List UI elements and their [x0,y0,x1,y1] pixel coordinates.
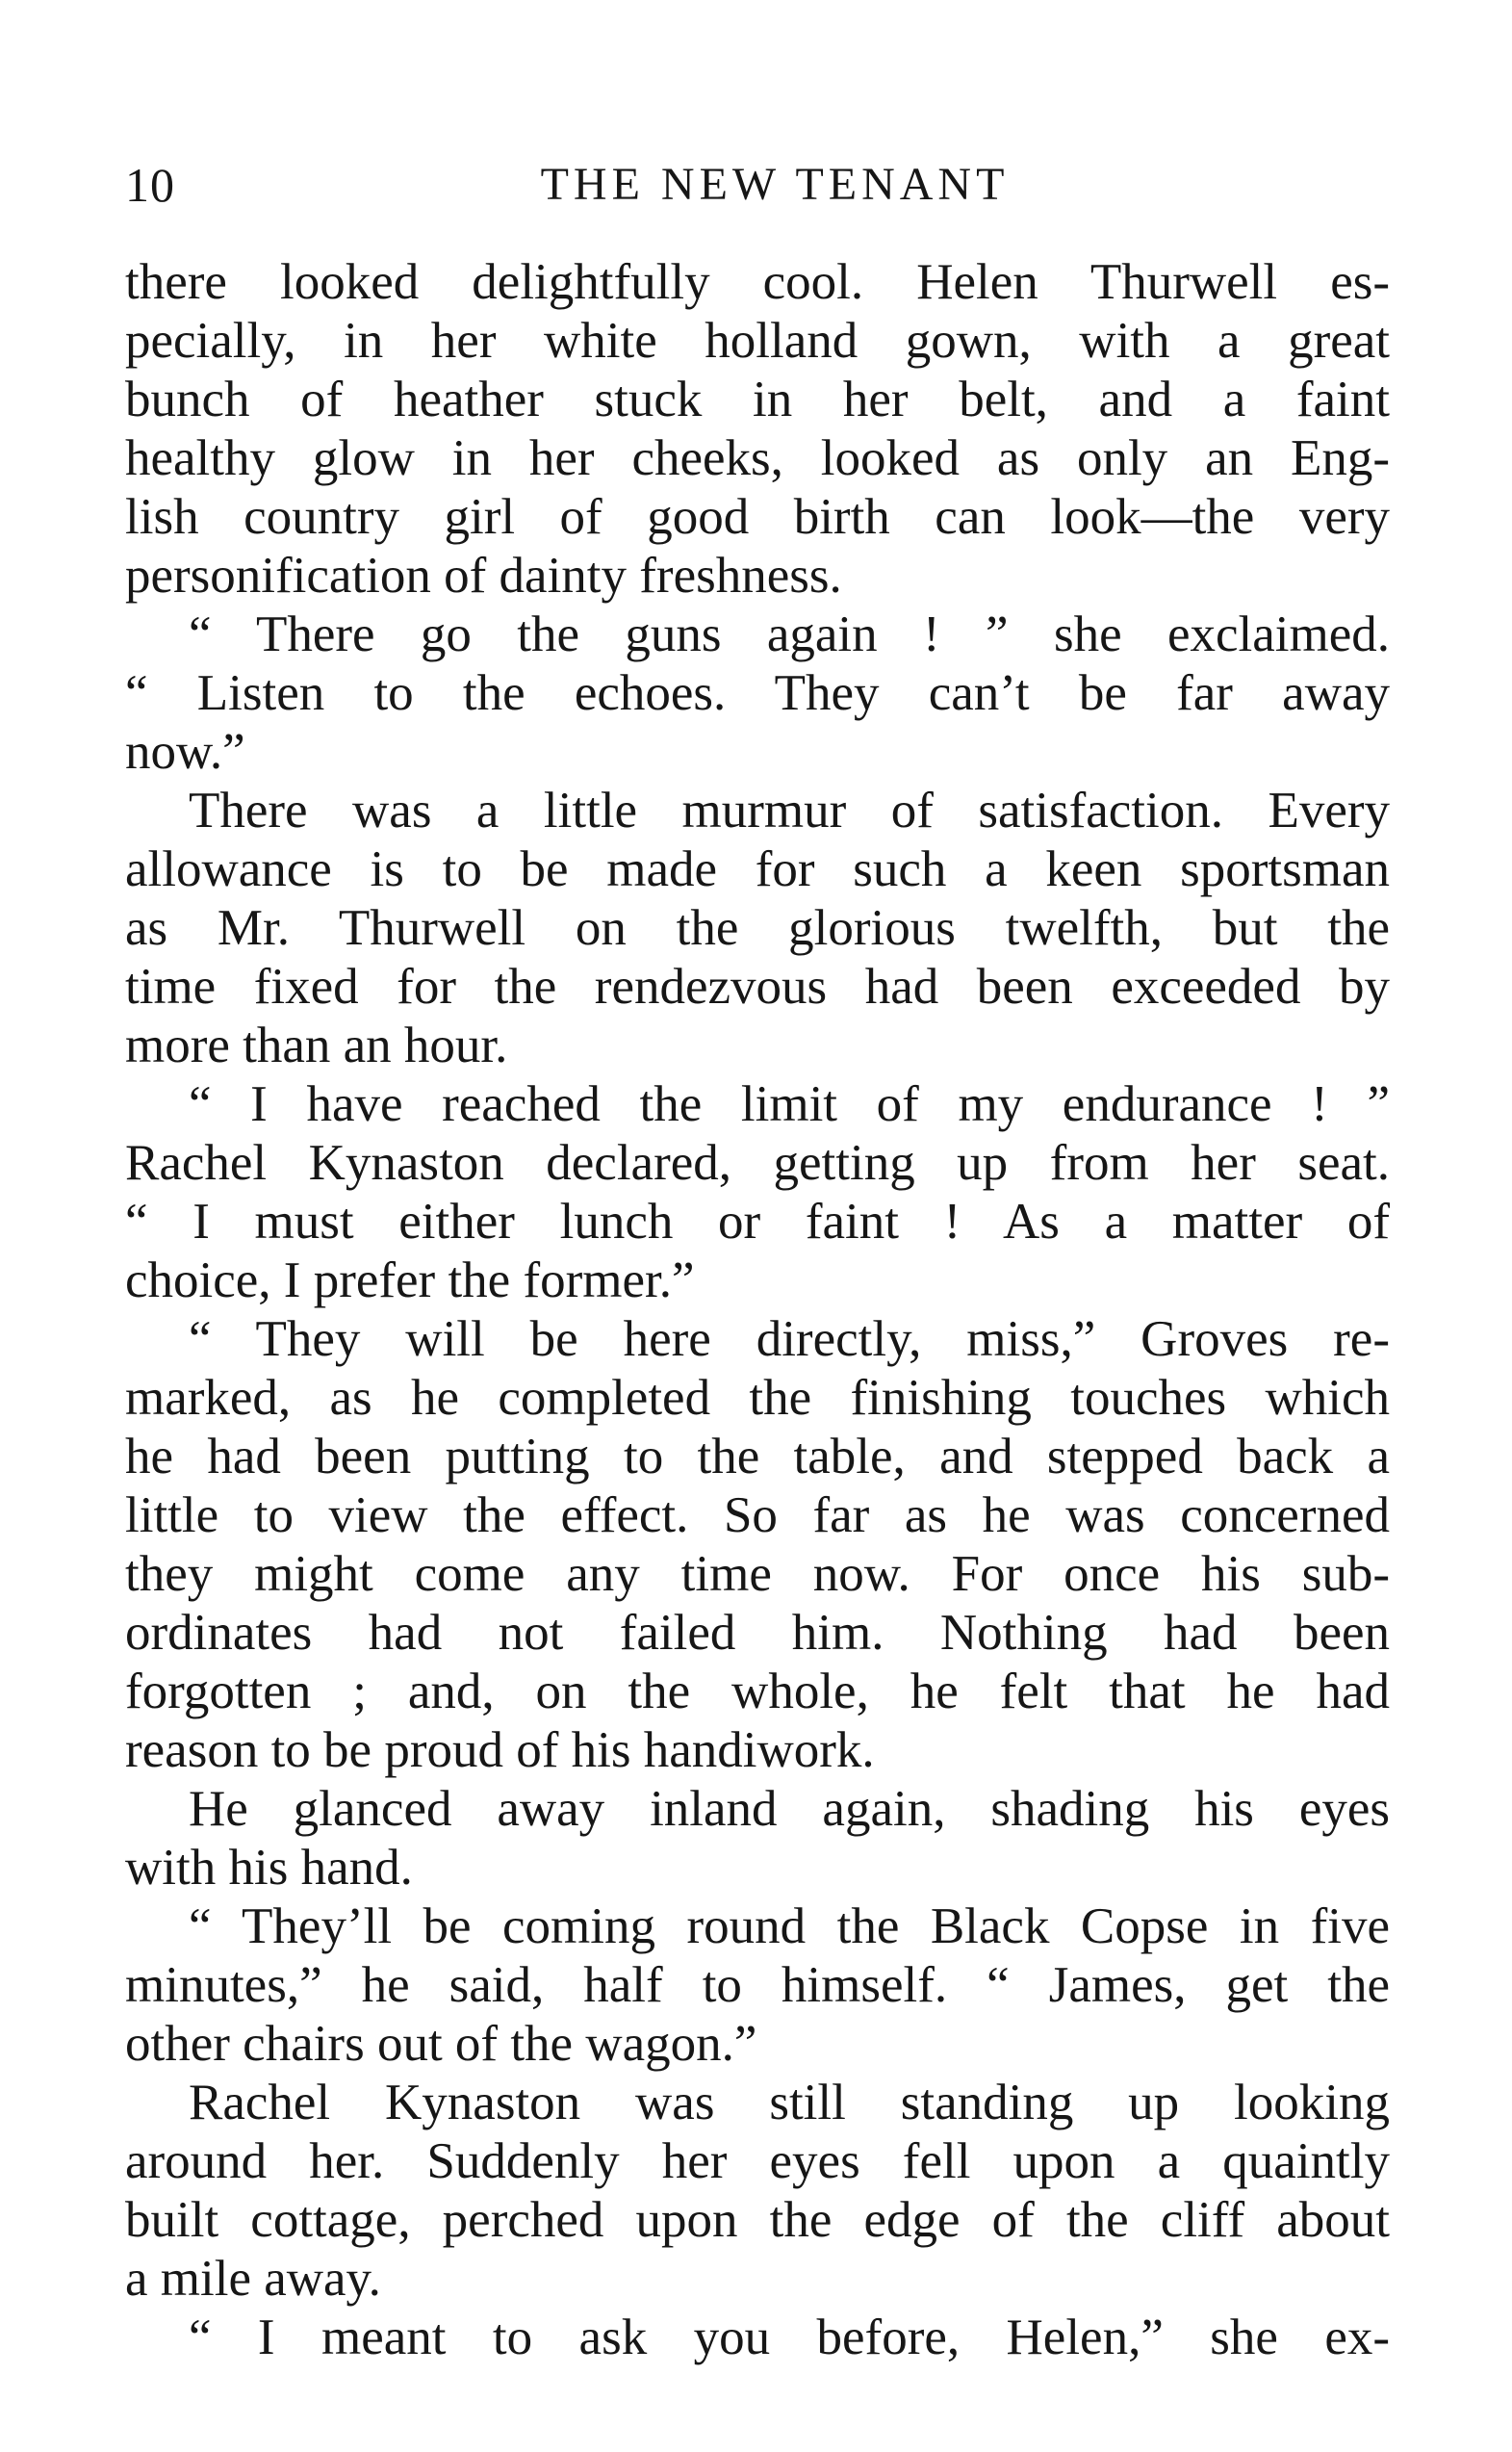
text-line: pecially, in her white holland gown, with a great [125,313,1390,369]
text-line: There was a little murmur of satisfaction. Every [189,783,1390,839]
text-line: marked, as he completed the finishing touches which [125,1370,1390,1426]
text-line: bunch of heather stuck in her belt, and a faint [125,372,1390,427]
text-line: reason to be proud of his handiwork. [125,1722,875,1778]
text-line: “ I meant to ask you before, Helen,” she ex- [189,2310,1390,2365]
text-line: Rachel Kynaston declared, getting up from her seat. [125,1135,1390,1191]
text-line: forgotten ; and, on the whole, he felt that he had [125,1664,1390,1719]
text-line: personification of dainty freshness. [125,548,842,604]
text-line: “ They will be here directly, miss,” Groves re- [189,1311,1390,1367]
text-line: other chairs out of the wagon.” [125,2016,757,2072]
text-line: with his hand. [125,1840,413,1896]
text-line: “ There go the guns again ! ” she exclaimed. [189,607,1390,662]
text-line: built cottage, perched upon the edge of the cliff about [125,2192,1390,2248]
text-line: a mile away. [125,2251,381,2307]
page-header [125,156,1396,214]
body-text [125,253,1390,2367]
text-line: He glanced away inland again, shading his eyes [189,1781,1390,1837]
page-number: 10 [125,158,175,212]
text-line: “ Listen to the echoes. They can’t be far away [125,665,1390,721]
text-line: “ I must either lunch or faint ! As a matter of [125,1194,1390,1250]
text-line: Rachel Kynaston was still standing up looking [189,2075,1390,2130]
text-line: he had been putting to the table, and stepped back a [125,1429,1390,1484]
text-line: they might come any time now. For once his sub- [125,1546,1390,1602]
text-line: time fixed for the rendezvous had been exceeded by [125,959,1390,1015]
running-title: THE NEW TENANT [540,159,1010,210]
text-line: now.” [125,724,245,780]
text-line: ordinates had not failed him. Nothing had been [125,1605,1390,1661]
text-line: healthy glow in her cheeks, looked as only an Eng- [125,430,1390,486]
text-line: there looked delightfully cool. Helen Thurwell es- [125,254,1390,310]
text-line: around her. Suddenly her eyes fell upon a quaintly [125,2133,1390,2189]
text-line: little to view the effect. So far as he was concerned [125,1487,1390,1543]
text-line: “ They’ll be coming round the Black Copse in five [189,1898,1390,1954]
text-line: allowance is to be made for such a keen sportsman [125,841,1390,897]
text-line: “ I have reached the limit of my endurance ! ” [189,1076,1390,1132]
text-line: as Mr. Thurwell on the glorious twelfth, but the [125,900,1390,956]
text-line: choice, I prefer the former.” [125,1252,695,1308]
text-line: lish country girl of good birth can look—the very [125,489,1390,545]
text-line: more than an hour. [125,1018,508,1073]
text-line: minutes,” he said, half to himself. “ James, get the [125,1957,1390,2013]
